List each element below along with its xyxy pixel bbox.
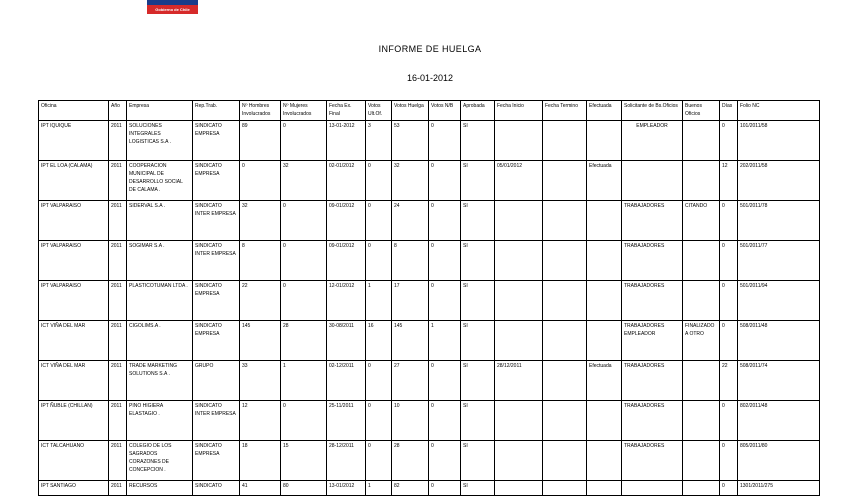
table-cell	[587, 481, 622, 496]
table-cell: 1	[366, 281, 392, 321]
table-cell: 0	[720, 481, 738, 496]
table-cell: SINDICATO INTER EMPRESA	[193, 401, 240, 441]
table-cell: 28	[392, 441, 429, 481]
header-cell: Votos Ult.Of.	[366, 101, 392, 121]
table-cell: COOPERACION MUNICIPAL DE DESARROLLO SOCIAL DE CALAMA .	[127, 161, 193, 201]
table-cell: 0	[366, 401, 392, 441]
table-cell: SINDICATO EMPRESA	[193, 321, 240, 361]
table-cell: 0	[281, 121, 327, 161]
header-cell: Fecha Termino	[543, 101, 587, 121]
table-cell: 0	[720, 321, 738, 361]
table-cell	[683, 281, 720, 321]
table-cell	[495, 481, 543, 496]
table-cell: GRUPO	[193, 361, 240, 401]
table-cell: 13-01/2012	[327, 481, 366, 496]
header-cell: Fecha Inicio	[495, 101, 543, 121]
table-cell: TRABAJADORES	[622, 441, 683, 481]
table-cell	[495, 281, 543, 321]
table-cell: ICT VIÑA DEL MAR	[39, 321, 109, 361]
table-cell: 32	[281, 161, 327, 201]
table-cell: SOLUCIONES INTEGRALES LOGISTICAS S.A .	[127, 121, 193, 161]
table-cell: SI	[461, 161, 495, 201]
table-cell: 501/2011/78	[738, 201, 820, 241]
table-cell	[587, 281, 622, 321]
table-cell: Efectuada	[587, 361, 622, 401]
table-cell	[587, 321, 622, 361]
table-row	[39, 321, 820, 361]
table-cell: ICT VIÑA DEL MAR	[39, 361, 109, 401]
table-cell: SINDICATO INTER EMPRESA	[193, 201, 240, 241]
table-cell	[495, 321, 543, 361]
table-cell: SI	[461, 321, 495, 361]
header-cell: Nº Hombres Involucrados	[240, 101, 281, 121]
table-cell: IPT SANTIAGO	[39, 481, 109, 496]
header-cell: Días	[720, 101, 738, 121]
header-cell: Empresa	[127, 101, 193, 121]
table-cell: SI	[461, 441, 495, 481]
table-cell: 508/2011/48	[738, 321, 820, 361]
table-cell: SI	[461, 401, 495, 441]
table-cell: SOGIMAR S.A .	[127, 241, 193, 281]
table-cell: TRABAJADORES	[622, 201, 683, 241]
table-cell: SI	[461, 361, 495, 401]
table-cell: 02-12/2011	[327, 361, 366, 401]
table-cell: 32	[392, 161, 429, 201]
table-cell: 2011	[109, 401, 127, 441]
table-cell: FINALIZADO A OTRO	[683, 321, 720, 361]
table-cell: 0	[366, 201, 392, 241]
table-cell	[587, 401, 622, 441]
table-cell: 33	[240, 361, 281, 401]
table-cell: 0	[429, 401, 461, 441]
table-cell: IPT ÑUBLE (CHILLAN)	[39, 401, 109, 441]
table-row	[39, 121, 820, 161]
table-cell	[683, 361, 720, 401]
table-cell: ICT TALCAHUANO	[39, 441, 109, 481]
table-cell: 0	[281, 241, 327, 281]
table-cell: PINO HIGIERA ELASTAGIO .	[127, 401, 193, 441]
table-cell: 41	[240, 481, 281, 496]
table-cell: 80	[281, 481, 327, 496]
table-cell: 2011	[109, 441, 127, 481]
table-cell	[683, 401, 720, 441]
header-cell: Efectuada	[587, 101, 622, 121]
report-title: INFORME DE HUELGA	[378, 44, 482, 54]
header-cell: Solicitante de Bs.Oficios	[622, 101, 683, 121]
table-cell: 12	[240, 401, 281, 441]
government-logo	[147, 0, 198, 14]
header-cell: Oficina	[39, 101, 109, 121]
table-cell: 0	[281, 401, 327, 441]
table-cell: SIDERVAL S.A .	[127, 201, 193, 241]
table-cell: 1	[281, 361, 327, 401]
table-cell: 2011	[109, 201, 127, 241]
table-cell	[495, 201, 543, 241]
table-cell	[587, 241, 622, 281]
table-cell: 24	[392, 201, 429, 241]
table-cell: 2011	[109, 121, 127, 161]
header-cell: Fecha Ex. Final	[327, 101, 366, 121]
table-cell: TRABAJADORES	[622, 361, 683, 401]
table-cell	[683, 121, 720, 161]
table-cell: Efectuada	[587, 161, 622, 201]
table-cell: CITANDO	[683, 201, 720, 241]
table-cell: 02-01/2012	[327, 161, 366, 201]
table-cell: 3	[366, 121, 392, 161]
table-cell: 2011	[109, 161, 127, 201]
table-cell: IPT VALPARAISO	[39, 281, 109, 321]
table-cell: 0	[366, 161, 392, 201]
table-cell: 8	[392, 241, 429, 281]
table-cell: 0	[281, 281, 327, 321]
table-cell: 89	[240, 121, 281, 161]
table-cell: 30-08/2011	[327, 321, 366, 361]
header-cell: Buenos Oficios	[683, 101, 720, 121]
table-cell: 0	[429, 361, 461, 401]
table-cell: 0	[720, 281, 738, 321]
table-cell: 22	[720, 361, 738, 401]
table-cell	[543, 361, 587, 401]
table-cell: 805/2011/80	[738, 441, 820, 481]
table-cell: SI	[461, 201, 495, 241]
table-cell	[543, 201, 587, 241]
table-cell	[495, 401, 543, 441]
report-date: 16-01-2012	[406, 73, 454, 83]
table-cell: 10	[392, 401, 429, 441]
table-cell: 0	[720, 441, 738, 481]
table-cell	[683, 241, 720, 281]
table-cell: 15	[281, 441, 327, 481]
table-cell: 145	[392, 321, 429, 361]
table-cell	[495, 441, 543, 481]
table-cell	[683, 441, 720, 481]
table-cell: 27	[392, 361, 429, 401]
table-cell: 1	[429, 321, 461, 361]
strike-report-table	[38, 100, 820, 496]
table-row	[39, 241, 820, 281]
table-cell: 145	[240, 321, 281, 361]
table-cell: 0	[366, 241, 392, 281]
table-cell: 1	[366, 481, 392, 496]
table-cell: SINDICATO EMPRESA	[193, 121, 240, 161]
header-cell: Nº Mujeres Involucrados	[281, 101, 327, 121]
header-cell: Folio NC	[738, 101, 820, 121]
table-cell: 25-11/2011	[327, 401, 366, 441]
table-cell: 202/2011/58	[738, 161, 820, 201]
table-cell	[543, 241, 587, 281]
table-cell: 0	[366, 441, 392, 481]
table-cell: 28-12/2011	[327, 441, 366, 481]
table-row	[39, 361, 820, 401]
table-cell: 0	[429, 481, 461, 496]
table-cell: SINDICATO EMPRESA	[193, 441, 240, 481]
table-cell: 508/2011/74	[738, 361, 820, 401]
table-cell: 0	[720, 401, 738, 441]
table-cell	[495, 241, 543, 281]
table-cell: 0	[281, 201, 327, 241]
table-cell	[683, 161, 720, 201]
table-cell	[543, 281, 587, 321]
table-cell: 0	[429, 241, 461, 281]
table-cell: 2011	[109, 241, 127, 281]
table-cell: 0	[366, 361, 392, 401]
header-cell: Aprobada	[461, 101, 495, 121]
table-cell: 0	[720, 201, 738, 241]
logo-label: Gobierno de Chile	[147, 5, 198, 14]
table-cell: 2011	[109, 281, 127, 321]
table-cell: TRABAJADORES EMPLEADOR	[622, 321, 683, 361]
table-cell: 32	[240, 201, 281, 241]
table-cell: TRABAJADORES	[622, 281, 683, 321]
table-cell	[543, 321, 587, 361]
header-row	[39, 101, 820, 121]
table-cell: 28/12/2011	[495, 361, 543, 401]
table-cell: SI	[461, 481, 495, 496]
table-cell: EMPLEADOR	[622, 121, 683, 161]
table-cell: 22	[240, 281, 281, 321]
table-cell: SINDICATO	[193, 481, 240, 496]
table-cell: 0	[429, 441, 461, 481]
table-cell: 2011	[109, 321, 127, 361]
table-cell: 501/2011/77	[738, 241, 820, 281]
table-cell: SI	[461, 281, 495, 321]
table-row	[39, 281, 820, 321]
table-cell: 0	[720, 121, 738, 161]
table-cell: 8	[240, 241, 281, 281]
table-cell: 12-01/2012	[327, 281, 366, 321]
table-row	[39, 401, 820, 441]
table-cell: SI	[461, 241, 495, 281]
header-cell: Año	[109, 101, 127, 121]
table-cell	[622, 161, 683, 201]
table-cell: CIGOLIMS.A .	[127, 321, 193, 361]
header-cell: Votos N/B	[429, 101, 461, 121]
header-cell: Votos Huelga	[392, 101, 429, 121]
table-cell: 17	[392, 281, 429, 321]
table-cell: COLEGIO DE LOS SAGRADOS CORAZONES DE CONCEPCION .	[127, 441, 193, 481]
table-cell: 0	[429, 161, 461, 201]
table-cell: IPT VALPARAISO	[39, 241, 109, 281]
table-row	[39, 201, 820, 241]
table-cell: 501/2011/94	[738, 281, 820, 321]
table-cell: SINDICATO EMPRESA	[193, 161, 240, 201]
table-cell: TRADE MARKETING SOLUTIONS S.A .	[127, 361, 193, 401]
table-cell: 12	[720, 161, 738, 201]
table-cell: 0	[429, 121, 461, 161]
table-cell: 09-01/2012	[327, 241, 366, 281]
table-cell	[495, 121, 543, 161]
table-cell: 16	[366, 321, 392, 361]
table-row	[39, 481, 820, 496]
table-cell: SI	[461, 121, 495, 161]
table-cell: TRABAJADORES	[622, 241, 683, 281]
table-cell	[622, 481, 683, 496]
table-cell	[543, 161, 587, 201]
table-cell: IPT VALPARAISO	[39, 201, 109, 241]
table-cell: SINDICATO INTER EMPRESA	[193, 241, 240, 281]
table-cell: 0	[429, 281, 461, 321]
table-cell	[587, 201, 622, 241]
table-cell	[543, 481, 587, 496]
table-cell: 82	[392, 481, 429, 496]
table-cell	[683, 481, 720, 496]
table-cell: 802/2011/48	[738, 401, 820, 441]
table-cell: SINDICATO EMPRESA	[193, 281, 240, 321]
table-cell	[543, 121, 587, 161]
table-cell	[543, 441, 587, 481]
table-cell: PLASTICOTUMAN LTDA .	[127, 281, 193, 321]
table-cell: TRABAJADORES	[622, 401, 683, 441]
table-cell	[543, 401, 587, 441]
table-cell: 2011	[109, 481, 127, 496]
table-cell	[587, 121, 622, 161]
table-cell: 53	[392, 121, 429, 161]
table-cell: 0	[720, 241, 738, 281]
table-cell: 05/01/2012	[495, 161, 543, 201]
table-cell: 18	[240, 441, 281, 481]
table-cell: 0	[240, 161, 281, 201]
table-cell	[587, 441, 622, 481]
table-row	[39, 161, 820, 201]
table-cell: 1301/2011/275	[738, 481, 820, 496]
table-row	[39, 441, 820, 481]
table-cell: RECURSOS	[127, 481, 193, 496]
table-cell: IPT IQUIQUE	[39, 121, 109, 161]
table-cell: IPT EL LOA (CALAMA)	[39, 161, 109, 201]
table-cell: 28	[281, 321, 327, 361]
header-cell: Rep.Trab.	[193, 101, 240, 121]
table-cell: 101/2011/58	[738, 121, 820, 161]
table-cell: 09-01/2012	[327, 201, 366, 241]
table-cell: 13-01-2012	[327, 121, 366, 161]
table-cell: 0	[429, 201, 461, 241]
table-cell: 2011	[109, 361, 127, 401]
